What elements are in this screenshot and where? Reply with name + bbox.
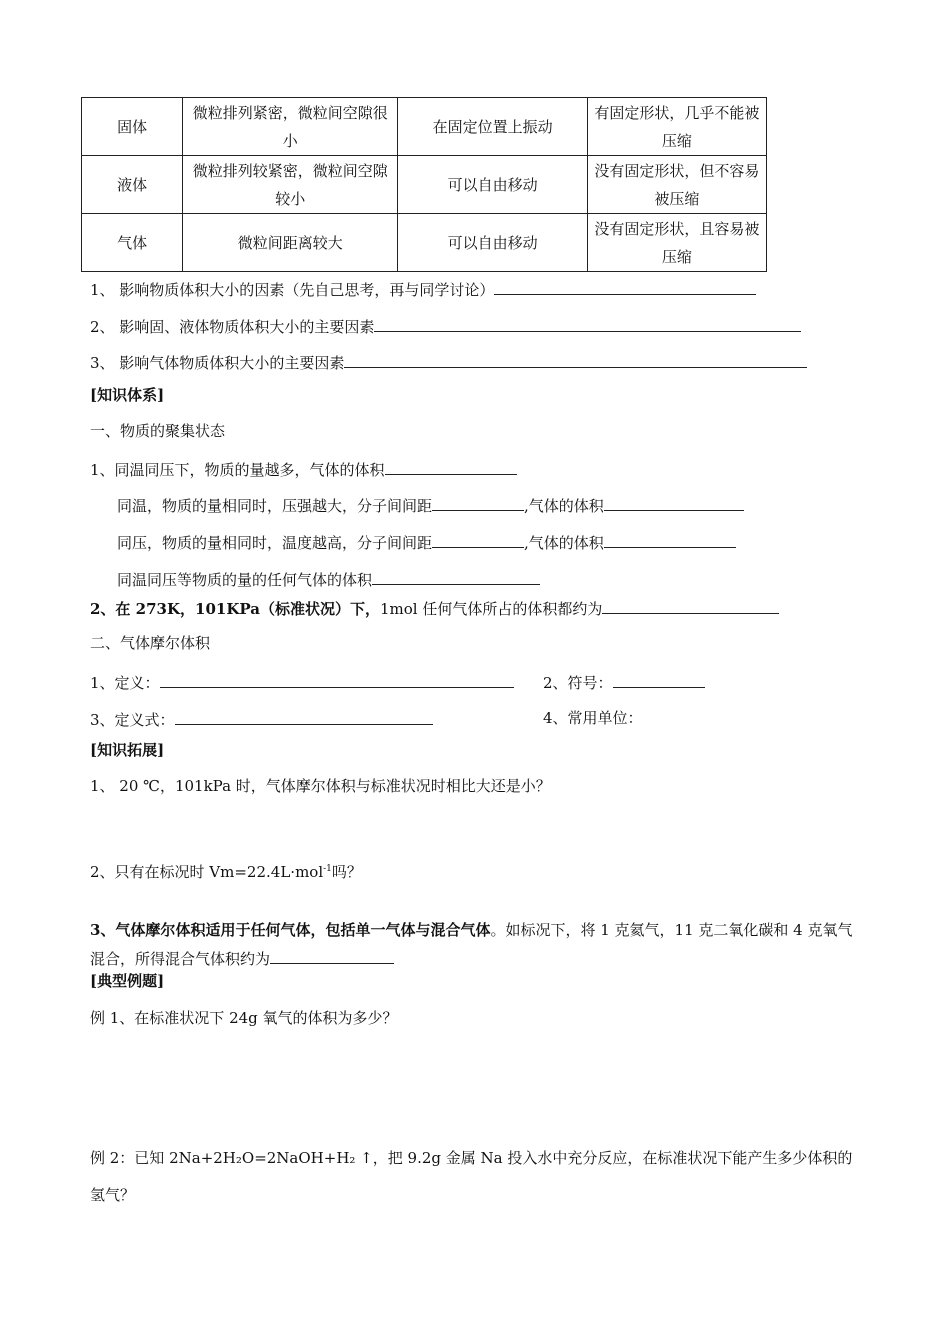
states-of-matter-table	[81, 97, 767, 272]
answer-blank[interactable]	[604, 494, 744, 511]
question-2: 2、 影响固、液体物质体积大小的主要因素	[90, 315, 801, 337]
knowledge-item-1a: 同温，物质的量相同时，压强越大，分子间间距 ,气体的体积	[117, 494, 744, 516]
table-cell: 微粒排列紧密，微粒间空隙很小	[183, 98, 398, 156]
answer-blank[interactable]	[432, 494, 524, 511]
table-cell: 液体	[82, 156, 183, 214]
section-heading: [知识体系]	[90, 386, 165, 404]
table-cell: 在固定位置上振动	[398, 98, 587, 156]
answer-blank[interactable]	[385, 458, 517, 475]
answer-blank[interactable]	[374, 315, 801, 332]
answer-blank[interactable]	[175, 708, 433, 725]
answer-blank[interactable]	[344, 351, 807, 368]
definition-line: 1、定义：	[90, 671, 514, 693]
section-title: 二、气体摩尔体积	[90, 634, 211, 652]
section-heading: [典型例题]	[90, 972, 165, 990]
table-cell: 微粒排列较紧密，微粒间空隙较小	[183, 156, 398, 214]
extension-question-3: 3、气体摩尔体积适用于任何气体，包括单一气体与混合气体。如标况下，将 1 克氦气，11 克二氧化碳和 4 克氧气混合，所得混合气体积约为	[90, 921, 853, 968]
table-cell: 有固定形状，几乎不能被压缩	[587, 98, 766, 156]
knowledge-item-1c: 同温同压等物质的量的任何气体的体积	[117, 568, 540, 590]
answer-blank[interactable]	[160, 671, 514, 688]
extension-question-2: 2、只有在标况时 Vm=22.4L·mol$^{-1}$吗？	[90, 863, 362, 881]
answer-blank[interactable]	[494, 278, 756, 295]
table-cell: 可以自由移动	[398, 156, 587, 214]
knowledge-item-2: 2、在 273K，101KPa（标准状况）下，1mol 任何气体所占的体积都约为	[90, 597, 779, 619]
extension-question-1: 1、 20 ℃，101kPa 时，气体摩尔体积与标准状况时相比大还是小？	[90, 777, 551, 795]
answer-blank[interactable]	[613, 671, 705, 688]
table-cell: 微粒间距离较大	[183, 214, 398, 272]
question-1: 1、 影响物质体积大小的因素（先自己思考，再与同学讨论）	[90, 278, 756, 300]
answer-blank[interactable]	[372, 568, 540, 585]
answer-blank[interactable]	[432, 531, 524, 548]
table-cell: 气体	[82, 214, 183, 272]
formula-line: 3、定义式：	[90, 708, 433, 730]
table-row	[82, 98, 767, 156]
table-cell: 可以自由移动	[398, 214, 587, 272]
table-row	[82, 214, 767, 272]
answer-blank[interactable]	[270, 947, 394, 964]
table-row	[82, 156, 767, 214]
table-cell: 固体	[82, 98, 183, 156]
knowledge-item-1b: 同压，物质的量相同时，温度越高，分子间间距 ,气体的体积	[117, 531, 736, 553]
unit-line: 4、常用单位：	[543, 709, 643, 727]
knowledge-item-1: 1、同温同压下，物质的量越多，气体的体积	[90, 458, 517, 480]
question-3: 3、 影响气体物质体积大小的主要因素	[90, 351, 807, 373]
example-2: 例 2：已知 2Na+2H₂O=2NaOH+H₂ ↑，把 9.2g 金属 Na 投入水中充分反应，在标准状况下能产生多少体积的氢气？	[90, 1149, 853, 1204]
answer-blank[interactable]	[604, 531, 736, 548]
section-title: 一、物质的聚集状态	[90, 422, 226, 440]
table-cell: 没有固定形状，但不容易被压缩	[587, 156, 766, 214]
answer-blank[interactable]	[602, 597, 779, 614]
example-1: 例 1、在标准状况下 24g 氧气的体积为多少？	[90, 1009, 398, 1027]
symbol-line: 2、符号：	[543, 671, 705, 693]
section-heading: [知识拓展]	[90, 741, 165, 759]
table-cell: 没有固定形状，且容易被压缩	[587, 214, 766, 272]
